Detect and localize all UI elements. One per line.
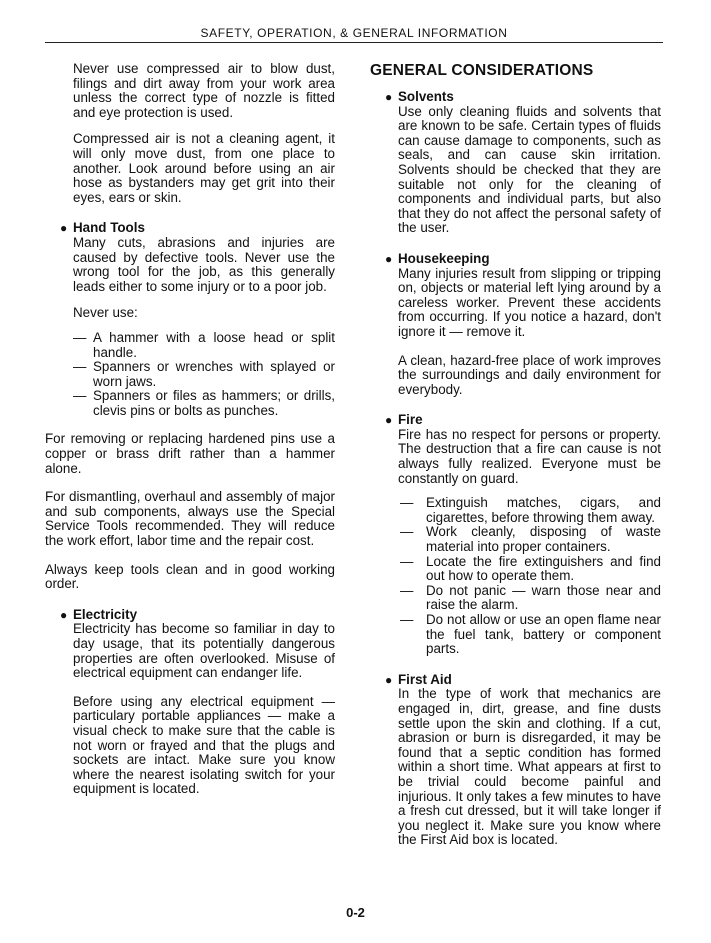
drift-paragraph: For removing or replacing hardened pins use a copper or brass drift rather than a hammer alone. xyxy=(45,431,335,476)
fire-title: Fire xyxy=(398,412,423,428)
housekeeping-section xyxy=(370,252,661,397)
dash-icon: — xyxy=(73,359,87,375)
hand-tools-text: Many cuts, abrasions and injuries are caused by defective tools. Never use the wrong tool for the job, as this generally leads either to some injury or to a poor job. xyxy=(73,234,335,294)
bullet-icon: ● xyxy=(385,251,393,266)
never-use-label: Never use: xyxy=(73,305,138,321)
header-divider xyxy=(45,42,663,43)
hand-tools-title: Hand Tools xyxy=(73,220,145,236)
dash-icon: — xyxy=(400,582,414,598)
dash-icon: — xyxy=(400,553,414,569)
fire-section xyxy=(370,413,661,486)
bullet-icon: ● xyxy=(385,672,393,687)
solvents-section xyxy=(370,90,661,236)
bullet-icon: ● xyxy=(385,90,393,104)
electricity-text: Electricity has become so familiar in day to day usage, that its potentially dangerous properties are often overlooked. Misuse of electrical equipment can endanger life. xyxy=(73,621,335,681)
special-tools-paragraph: For dismantling, overhaul and assembly of major and sub components, always use the Special Service Tools recommended. They will reduce the work effort, labor time and the repair cost. xyxy=(45,489,335,549)
compressed-air-warning-paragraph: Compressed air is not a cleaning agent, it will only move dust, from one place to another. Look around before using an air hose as bystanders may get grit into their eyes, ears or skin. xyxy=(73,131,335,205)
list-item: — Extinguish matches, cigars, and cigarettes, before throwing them away. xyxy=(400,495,661,525)
bullet-icon: ● xyxy=(60,607,68,622)
bullet-icon: ● xyxy=(385,413,393,428)
hand-tools-section xyxy=(45,221,335,321)
electricity-check-text: Before using any electrical equipment — particulary portable appliances — make a visual check to make sure that the cable is not worn or frayed and that the plugs and sockets are intact. Make sure you know where the nearest isolating switch for your equipment is located. xyxy=(73,693,335,797)
bullet-icon: ● xyxy=(60,221,68,236)
fire-list xyxy=(370,496,661,657)
electricity-title: Electricity xyxy=(73,606,138,622)
first-aid-title: First Aid xyxy=(398,671,452,687)
list-item: — A hammer with a loose head or split handle. xyxy=(73,329,335,360)
page-number: 0-2 xyxy=(346,905,365,920)
dash-icon: — xyxy=(400,612,414,627)
general-considerations-title: GENERAL CONSIDERATIONS xyxy=(370,62,594,79)
dash-icon: — xyxy=(400,495,414,511)
list-item: — Locate the fire extinguishers and find out how to operate them. xyxy=(400,553,661,584)
fire-text: Fire has no respect for persons or property. The destruction that a fire can cause is not always fully realized. Everyone must be constantly on guard. xyxy=(398,426,661,486)
solvents-title: Solvents xyxy=(398,89,454,104)
left-column xyxy=(45,62,335,797)
never-use-list xyxy=(45,331,335,419)
list-item: — Spanners or wrenches with splayed or worn jaws. xyxy=(73,359,335,389)
list-item: — Spanners or files as hammers; or drills, clevis pins or bolts as punches. xyxy=(73,388,335,418)
first-aid-text: In the type of work that mechanics are engaged in, dirt, grease, and fine dusts settle upon the skin and clothing. If a cut, abrasion or burn is disregarded, it may be found that a septic condition has formed within a short time. What appears at first to be trivial could become painful and injurious. It only takes a few minutes to have a fresh cut dressed, but it will take longer if you neglect it. Make sure you know where the First Aid box is located. xyxy=(398,686,661,848)
list-item: — Work cleanly, disposing of waste material into proper containers. xyxy=(400,524,661,555)
clean-tools-paragraph: Always keep tools clean and in good working order. xyxy=(45,561,335,592)
dash-icon: — xyxy=(73,388,87,404)
compressed-air-paragraph: Never use compressed air to blow dust, filings and dirt away from your work area unless the correct type of nozzle is fitted and eye protection is used. xyxy=(73,61,335,120)
dash-icon: — xyxy=(73,329,87,345)
dash-icon: — xyxy=(400,524,414,540)
housekeeping-text: Many injuries result from slipping or tripping on, objects or material left lying around by a careless worker. Prevent these accidents from occurring. If you notice a hazard, don't ignore it — remove it. xyxy=(398,265,661,339)
electricity-section xyxy=(45,608,335,797)
page-header: SAFETY, OPERATION, & GENERAL INFORMATION xyxy=(200,26,508,40)
list-item: — Do not panic — warn those near and raise the alarm. xyxy=(400,582,661,613)
first-aid-section xyxy=(370,673,661,848)
housekeeping-text-2: A clean, hazard-free place of work improves the surroundings and daily environment for everybody. xyxy=(398,352,661,397)
solvents-text: Use only cleaning fluids and solvents that are known to be safe. Certain types of fluids can cause damage to components, such as seals, and can cause skin irritation. Solvents should be checked that they are suitable not only for the cleaning of components and individual parts, but also that they do not affect the personal safety of the user. xyxy=(398,103,661,236)
right-column xyxy=(370,62,661,848)
housekeeping-title: Housekeeping xyxy=(398,250,490,266)
list-item: — Do not allow or use an open flame near the fuel tank, battery or component parts. xyxy=(400,612,661,657)
